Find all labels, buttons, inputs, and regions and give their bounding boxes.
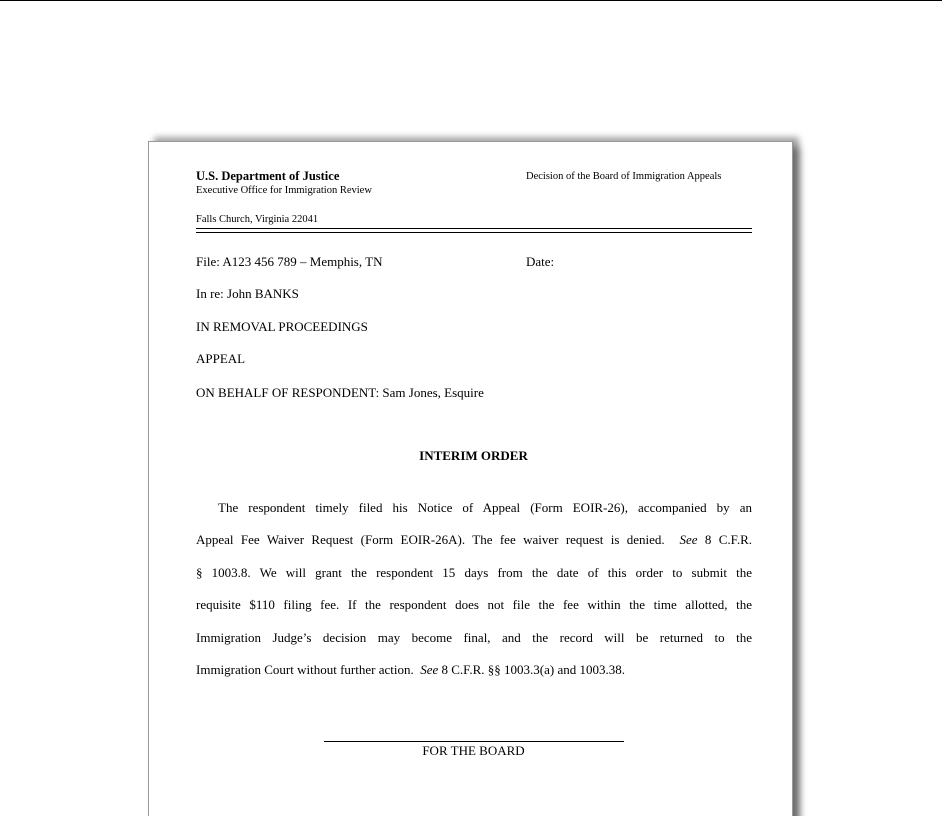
respondent-counsel: ON BEHALF OF RESPONDENT: Sam Jones, Esquire (196, 385, 484, 400)
body-line-3: § 1003.8. We will grant the respondent 15 days from the date of this order to submit the (196, 564, 752, 580)
agency-name: U.S. Department of Justice (196, 169, 340, 183)
order-body (196, 492, 752, 686)
signature-label: FOR THE BOARD (422, 743, 525, 758)
decision-title: Decision of the Board of Immigration Appeals (526, 171, 722, 182)
body-line-6-cite: 8 C.F.R. §§ 1003.3(a) and 1003.38. (441, 662, 625, 678)
body-line-6 (196, 654, 752, 686)
header-divider (196, 228, 752, 233)
see-citation-1: See (679, 532, 698, 548)
signature-line (324, 741, 624, 742)
office-address: Falls Church, Virginia 22041 (196, 214, 319, 225)
appeal-label: APPEAL (196, 351, 246, 366)
proceedings-type: IN REMOVAL PROCEEDINGS (196, 319, 368, 334)
date-label: Date: (526, 254, 555, 269)
in-re-line: In re: John BANKS (196, 286, 299, 301)
body-line-2-text: Appeal Fee Waiver Request (Form EOIR-26A). The fee waiver request is denied. (196, 532, 665, 548)
body-line-1: The respondent timely filed his Notice of Appeal (Form EOIR-26), accompanied by an (218, 500, 752, 515)
body-line-5: Immigration Judge’s decision may become final, and the record will be returned to the (196, 629, 752, 645)
top-border-line (0, 0, 942, 1)
document-page (148, 141, 793, 816)
office-name: Executive Office for Immigration Review (196, 185, 372, 196)
body-line-4: requisite $110 filing fee. If the respondent does not file the fee within the time allotted, the (196, 597, 752, 613)
body-line-6-text: Immigration Court without further action. (196, 662, 414, 678)
file-number: File: A123 456 789 – Memphis, TN (196, 254, 383, 269)
order-title: INTERIM ORDER (419, 448, 528, 463)
see-citation-2: See (420, 662, 439, 678)
body-line-2-cite: 8 C.F.R. (704, 532, 753, 548)
body-line-2 (196, 524, 752, 556)
